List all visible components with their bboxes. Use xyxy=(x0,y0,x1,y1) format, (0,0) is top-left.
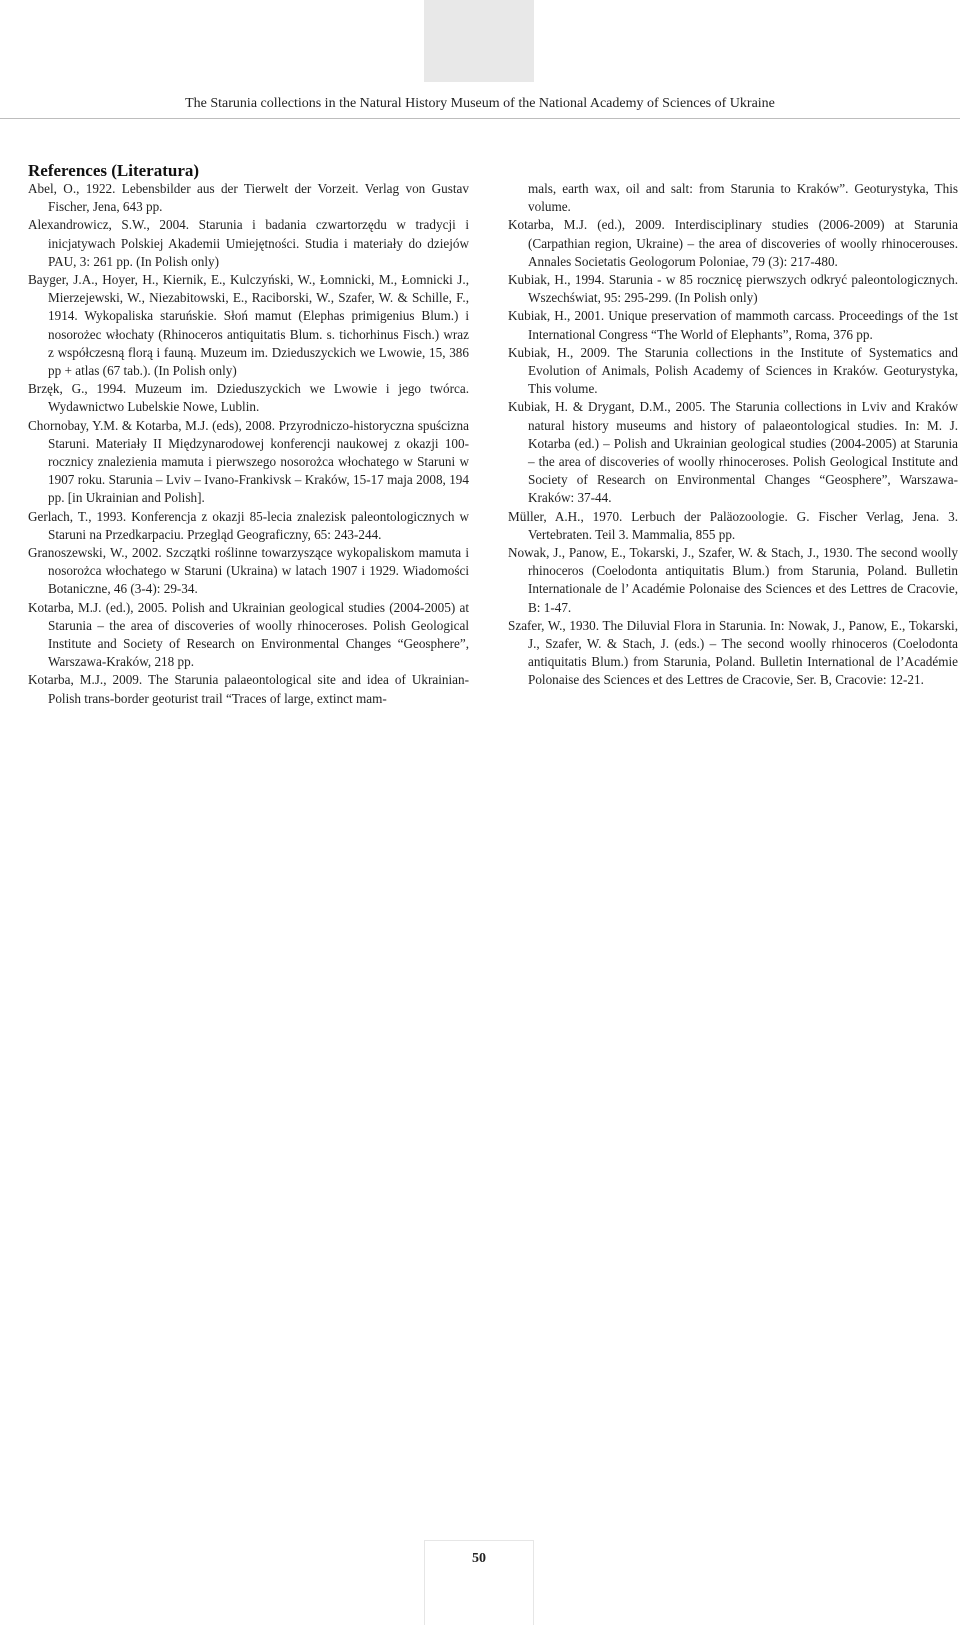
reference-entry: Granoszewski, W., 2002. Szczątki roślinne towarzyszące wykopaliskom mamuta i nosorożca włochatego w Staruni (Ukraina) w latach 1907 i 1929. Wiadomości Botaniczne, 46 (3-4): 29-34. xyxy=(28,545,469,597)
reference-entry: Abel, O., 1922. Lebensbilder aus der Tierwelt der Vorzeit. Verlag von Gustav Fischer, Jena, 643 pp. xyxy=(28,181,469,215)
reference-entry: Bayger, J.A., Hoyer, H., Kiernik, E., Kulczyński, W., Łomnicki, M., Łomnicki J., Mierzejewski, W., Niezabitowski, E., Raciborski, W., Szafer, W. & Schille, F., 1914. Wykopaliska staruńskie. Słoń mamut (Elephas primigenius Blum.) i nosorożec włochaty (Rhinoceros antiquitatis Blum. s. tichorhinus Fisch.) wraz z współczesną florą i fauną. Muzeum im. Dzieduszyckich we Lwowie, 15, 386 pp + atlas (67 tab.). (In Polish only) xyxy=(28,272,469,379)
reference-entry: Nowak, J., Panow, E., Tokarski, J., Szafer, W. & Stach, J., 1930. The second woolly rhinoceros (Coelodonta antiquitatis Blum.) from Starunia, Poland. Bulletin Internationale de l’ Académie Polonaise des Sciences et des Lettres de Cracovie, B: 1-47. xyxy=(508,545,958,615)
reference-entry: Gerlach, T., 1993. Konferencja z okazji 85-lecia znalezisk paleontologicznych w Staruni na Przedkarpaciu. Przegląd Geograficzny, 65: 243-244. xyxy=(28,508,469,542)
reference-entry: Kubiak, H. & Drygant, D.M., 2005. The Starunia collections in Lviv and Kraków natural history museums and history of palaeontological studies. In: M. J. Kotarba (ed.) – Polish and Ukrainian geological studies (2004-2005) at Starunia – the area of discoveries of woolly rhinoceroses. Polish Geological Institute and Society of Research on Environmental Changes “Geosphere”, Warszawa-Kraków: 37-44. xyxy=(508,399,958,506)
reference-continuation: mals, earth wax, oil and salt: from Starunia to Kraków”. Geoturystyka, This volume. xyxy=(528,181,958,215)
reference-entry: Kotarba, M.J. (ed.), 2005. Polish and Ukrainian geological studies (2004-2005) at Starunia – the area of discoveries of woolly rhinoceroses. Polish Geological Institute and Society of Research on Environmental Changes “Geosphere”, Warszawa-Kraków, 218 pp. xyxy=(28,599,469,670)
reference-entry: Alexandrowicz, S.W., 2004. Starunia i badania czwartorzędu w tradycji i inicjatywach Polskiej Akademii Umiejętności. Studia i materiały do dziejów PAU, 3: 261 pp. (In Polish only) xyxy=(28,217,469,269)
references-right-column xyxy=(508,180,958,690)
reference-entry: Kotarba, M.J., 2009. The Starunia palaeontological site and idea of Ukrainian-Polish trans-border geoturist trail “Traces of large, extinct mam- xyxy=(28,672,469,706)
page-number-box xyxy=(424,1540,534,1625)
reference-entry: Chornobay, Y.M. & Kotarba, M.J. (eds), 2008. Przyrodniczo-historyczna spuścizna Staruni. Materiały II Międzynarodowej konferencji naukowej z okazji 100-rocznicy znalezienia mamuta i pierwszego nosorożca włochatego w Staruni w 1907 roku. Starunia – Lviv – Ivano-Frankivsk – Kraków, 15-17 maja 2008, 194 pp. [in Ukrainian and Polish]. xyxy=(28,417,469,506)
reference-entry: Müller, A.H., 1970. Lerbuch der Paläozoologie. G. Fischer Verlag, Jena. 3. Vertebraten. Teil 3. Mammalia, 855 pp. xyxy=(508,508,958,542)
references-left-column xyxy=(28,162,469,708)
reference-entry: Szafer, W., 1930. The Diluvial Flora in Starunia. In: Nowak, J., Panow, E., Tokarski, J., Szafer, W. & Stach, J. (eds.) – The second woolly rhinoceros (Coelodonta antiquitatis Blum.) from Starunia, Poland. Bulletin International de l’Académie Polonaise des Sciences et des Lettres de Cracovie, Ser. B, Cracovie: 12-21. xyxy=(508,617,958,688)
reference-entry: Brzęk, G., 1994. Muzeum im. Dzieduszyckich we Lwowie i jego twórca. Wydawnictwo Lubelskie Nowe, Lublin. xyxy=(28,381,469,415)
reference-entry: Kotarba, M.J. (ed.), 2009. Interdisciplinary studies (2006-2009) at Starunia (Carpathian region, Ukraine) – the area of discoveries of woolly rhinocerouses. Annales Societatis Geologorum Poloniae, 79 (3): 217-480. xyxy=(508,217,958,269)
page-number: 50 xyxy=(472,1551,486,1566)
running-header: The Starunia collections in the Natural History Museum of the National Academy of Sciences of Ukraine xyxy=(185,96,775,111)
reference-entry: Kubiak, H., 2001. Unique preservation of mammoth carcass. Proceedings of the 1st International Congress “The World of Elephants”, Roma, 376 pp. xyxy=(508,308,958,342)
header-divider xyxy=(0,118,960,119)
reference-entry: Kubiak, H., 1994. Starunia - w 85 rocznicę pierwszych odkryć paleontologicznych. Wszechświat, 95: 295-299. (In Polish only) xyxy=(508,272,958,306)
reference-entry: Kubiak, H., 2009. The Starunia collections in the Institute of Systematics and Evolution of Animals, Polish Academy of Sciences in Kraków. Geoturystyka, This volume. xyxy=(508,344,958,397)
section-title: References (Literatura) xyxy=(28,161,200,180)
header-tab-decoration xyxy=(424,0,534,82)
